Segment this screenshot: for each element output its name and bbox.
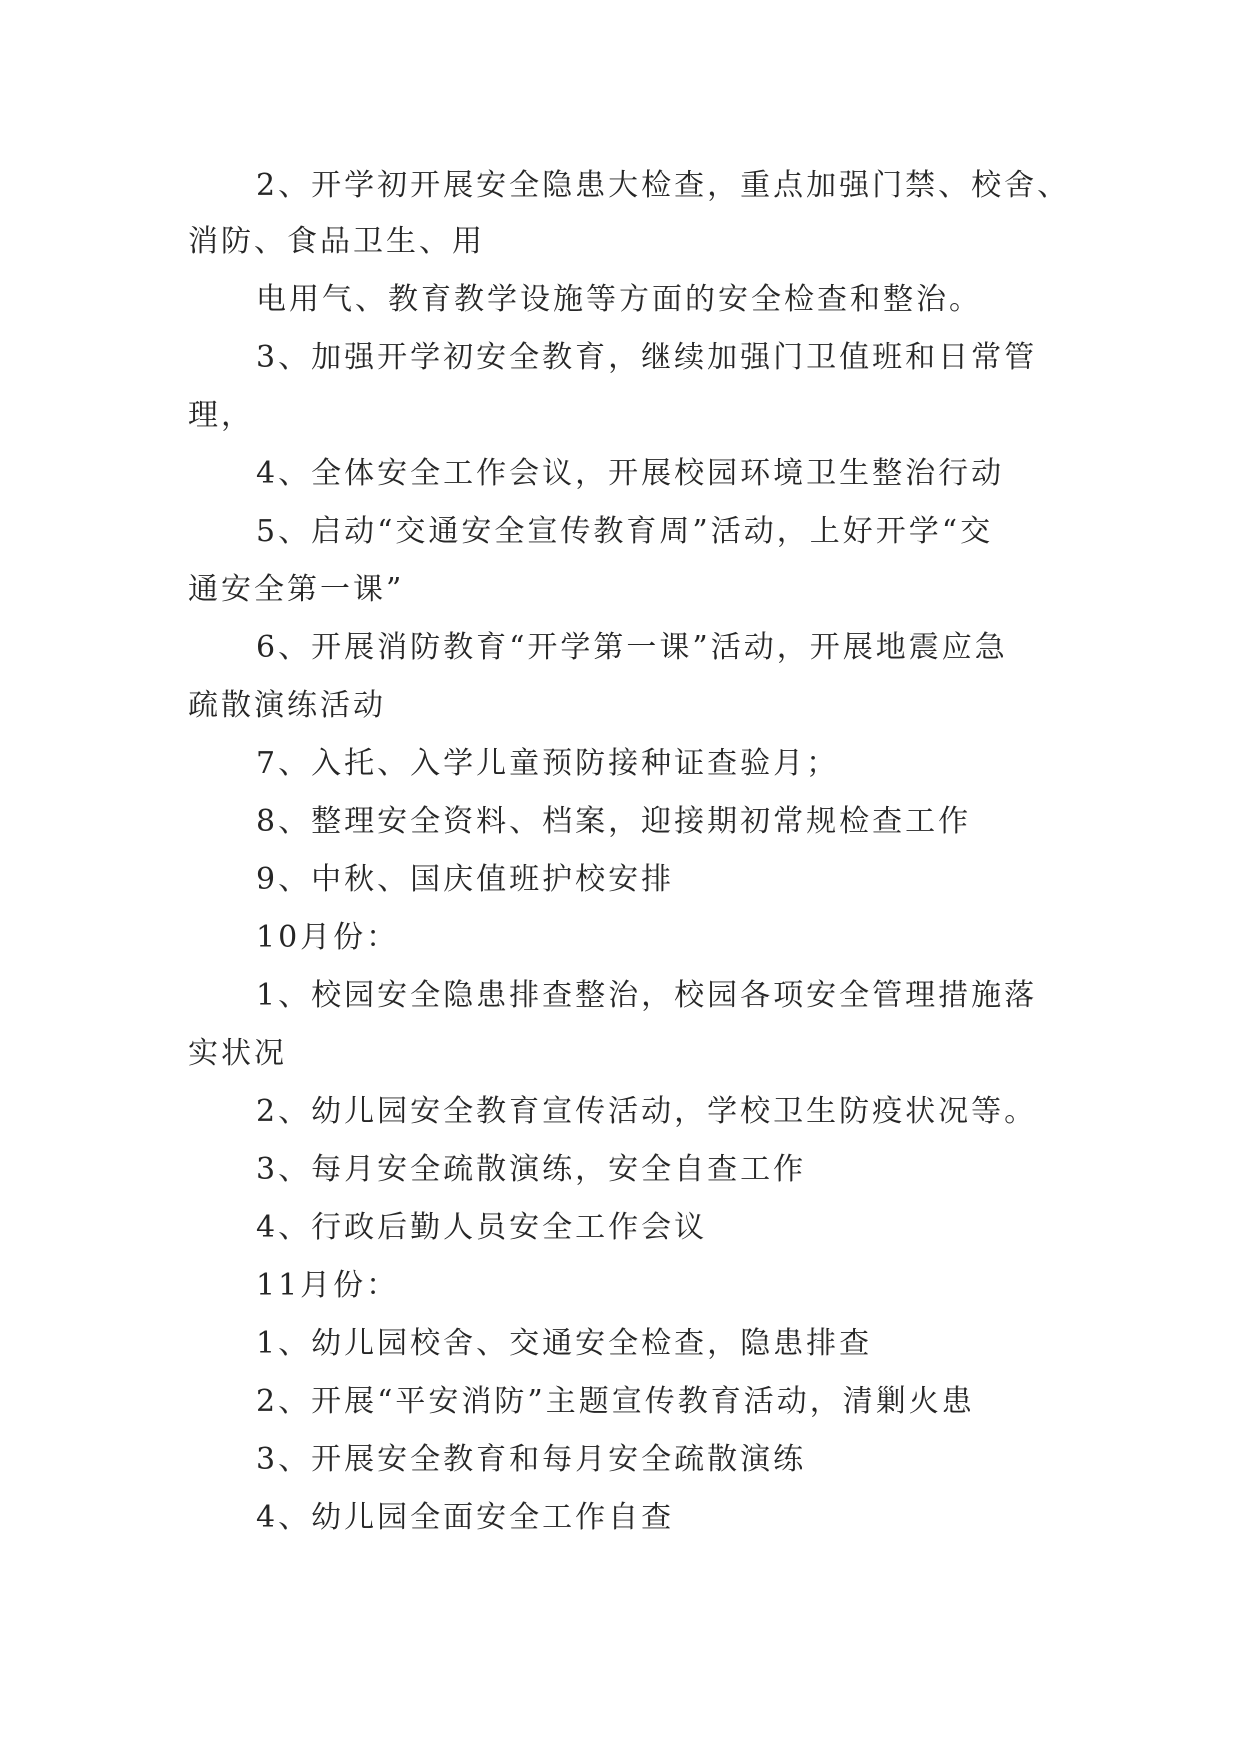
text-line: 4、幼儿园全面安全工作自查 xyxy=(256,1500,675,1535)
text-line: 9、中秋、国庆值班护校安排 xyxy=(256,862,675,897)
text-line: 理， xyxy=(188,398,254,433)
text-line: 1、校园安全隐患排查整治，校园各项安全管理措施落 xyxy=(256,978,1038,1013)
text-line: 消防、食品卫生、用 xyxy=(188,224,485,259)
text-line: 通安全第一课” xyxy=(188,572,405,607)
text-line: 实状况 xyxy=(188,1036,287,1071)
text-line: 1、幼儿园校舍、交通安全检查，隐患排查 xyxy=(256,1326,873,1361)
text-line: 3、开展安全教育和每月安全疏散演练 xyxy=(256,1442,807,1477)
section-heading: 10月份： xyxy=(256,920,400,955)
text-line: 2、开展“平安消防”主题宣传教育活动，清剿火患 xyxy=(256,1384,975,1419)
text-line: 2、幼儿园安全教育宣传活动，学校卫生防疫状况等。 xyxy=(256,1094,1038,1129)
text-line: 4、全体安全工作会议，开展校园环境卫生整治行动 xyxy=(256,456,1005,491)
text-line: 疏散演练活动 xyxy=(188,688,386,723)
text-line: 5、启动“交通安全宣传教育周”活动，上好开学“交 xyxy=(256,514,994,549)
text-line: 2、开学初开展安全隐患大检查，重点加强门禁、校舍、 xyxy=(256,168,1071,203)
text-line: 电用气、教育教学设施等方面的安全检查和整治。 xyxy=(256,282,982,317)
text-line: 7、入托、入学儿童预防接种证查验月； xyxy=(256,746,840,781)
text-line: 4、行政后勤人员安全工作会议 xyxy=(256,1210,708,1245)
text-line: 8、整理安全资料、档案，迎接期初常规检查工作 xyxy=(256,804,972,839)
text-line: 6、开展消防教育“开学第一课”活动，开展地震应急 xyxy=(256,630,1008,665)
text-line: 3、加强开学初安全教育，继续加强门卫值班和日常管 xyxy=(256,340,1038,375)
section-heading: 11月份： xyxy=(256,1268,400,1303)
text-line: 3、每月安全疏散演练，安全自查工作 xyxy=(256,1152,807,1187)
